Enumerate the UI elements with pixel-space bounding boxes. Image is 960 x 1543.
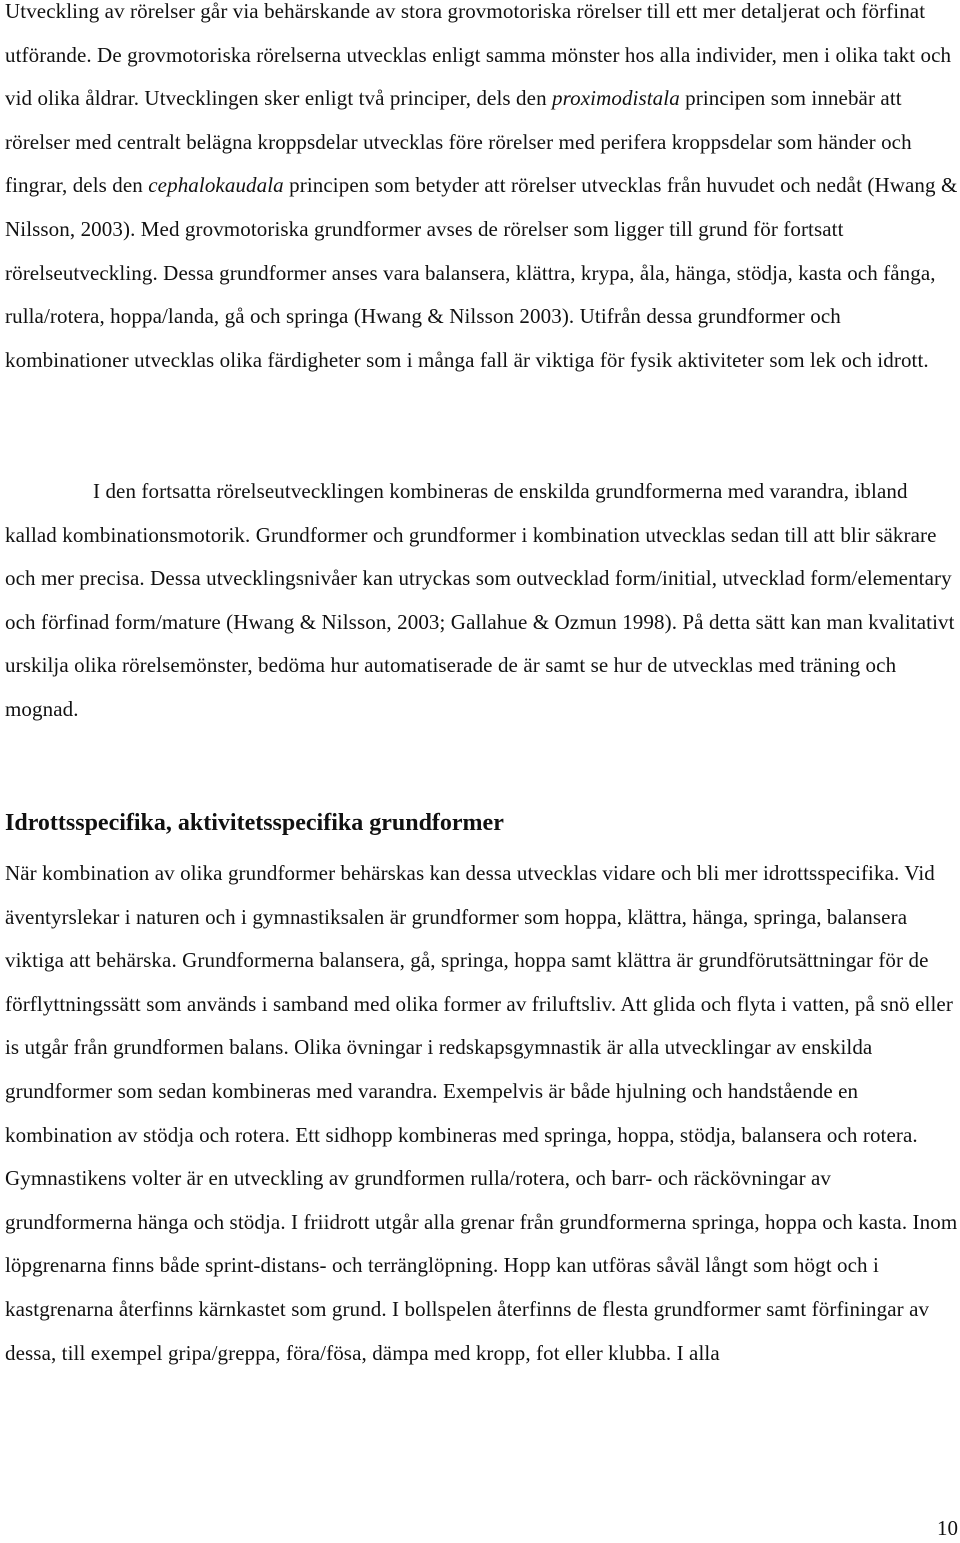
paragraph-1-text-a: Utveckling av rörelser går via behärskande av stora grovmotoriska rörelser till ett mer detaljerat och förfinat utförande. De grovmotoriska rörelserna utvecklas enligt samma mönster hos alla individer, men i olika takt och vid olika åldrar. Utvecklingen sker enligt två principer, dels den xyxy=(5,0,952,111)
paragraph-1-text-b: principen som innebär att rörelser med centralt belägna kroppsdelar utvecklas före rörelser med perifera kroppsdelar som händer och fingrar, dels den xyxy=(5,86,912,198)
section-heading: Idrottsspecifika, aktivitetsspecifika grundformer xyxy=(5,810,504,836)
term-proximodistala: proximodistala xyxy=(552,86,680,111)
term-cephalokaudala: cephalokaudala xyxy=(148,173,284,198)
body-paragraph-2: I den fortsatta rörelseutvecklingen kombineras de enskilda grundformerna med varandra, ibland kallad kombinationsmotorik. Grundformer och grundformer i kombination utvecklas sedan till att blir säkrare och mer precisa. Dessa utvecklingsnivåer kan utryckas som outvecklad form/initial, utvecklad form/elementary och förfinad form/mature (Hwang & Nilsson, 2003; Gallahue & Ozmun 1998). På detta sätt kan man kvalitativt urskilja olika rörelsemönster, bedöma hur automatiserade de är samt se hur de utvecklas med träning och mognad. xyxy=(5,479,955,721)
page-number: 10 xyxy=(937,1516,958,1540)
paragraph-1-text-c: principen som betyder att rörelser utvecklas från huvudet och nedåt (Hwang & Nilsson, 2003). Med grovmotoriska grundformer avses de rörelser som ligger till grund för fortsatt rörelseutveckling. Dessa grundformer anses vara balansera, klättra, krypa, åla, hänga, stödja, kasta och fånga, rulla/rotera, hoppa/landa, gå och springa (Hwang & Nilsson 2003). Utifrån dessa grundformer och kombinationer utvecklas olika färdigheter som i många fall är viktiga för fysik aktiviteter som lek och idrott. xyxy=(5,173,958,372)
body-paragraph-3: När kombination av olika grundformer behärskas kan dessa utvecklas vidare och bli mer idrottsspecifika. Vid äventyrslekar i naturen och i gymnastiksalen är grundformer som hoppa, klättra, hänga, springa, balansera viktiga att behärska. Grundformerna balansera, gå, springa, hoppa samt klättra är grundförutsättningar för de förflyttningssätt som används i samband med olika former av friluftsliv. Att glida och flyta i vatten, på snö eller is utgår från grundformen balans. Olika övningar i redskapsgymnastik är alla utvecklingar av enskilda grundformer som sedan kombineras med varandra. Exempelvis är både hjulning och handstående en kombination av stödja och rotera. Ett sidhopp kombineras med springa, hoppa, stödja, balansera och rotera. Gymnastikens volter är en utveckling av grundformen rulla/rotera, och barr- och räckövningar av grundformerna hänga och stödja. I friidrott utgår alla grenar från grundformerna springa, hoppa och kasta. Inom löpgrenarna finns både sprint-distans- och terränglöpning. Hopp kan utföras såväl långt som högt och i kastgrenarna återfinns kärnkastet som grund. I bollspelen återfinns de flesta grundformer samt förfiningar av dessa, till exempel gripa/greppa, föra/fösa, dämpa med kropp, fot eller klubba. I alla xyxy=(5,861,958,1365)
body-paragraph-1 xyxy=(5,0,960,382)
